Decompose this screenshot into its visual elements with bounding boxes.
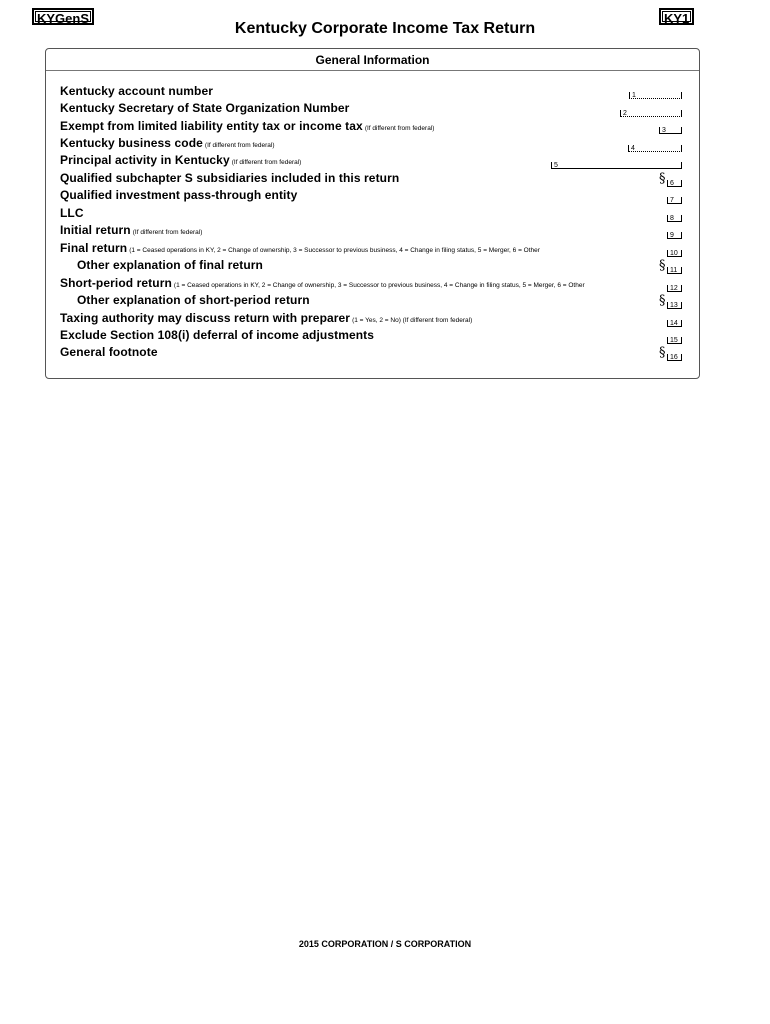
row-note: (1 = Yes, 2 = No) (If different from federal) xyxy=(352,317,473,324)
row-note: (1 = Ceased operations in KY, 2 = Change of ownership, 3 = Successor to previous business, 4 = Change in filing status, 5 = Merger, 6 = Other xyxy=(129,247,540,254)
section-divider xyxy=(46,70,699,71)
field-15[interactable]: 15 xyxy=(667,337,682,344)
row-label: Kentucky Secretary of State Organization Number xyxy=(60,101,350,115)
row-label: Kentucky account number xyxy=(60,84,213,98)
footnote-section-icon[interactable]: § xyxy=(659,171,666,186)
row-label: Exclude Section 108(i) deferral of income adjustments xyxy=(60,328,375,342)
field-7[interactable]: 7 xyxy=(667,197,682,204)
field-6[interactable]: 6 xyxy=(667,180,682,187)
field-16[interactable]: 16 xyxy=(667,354,682,361)
field-13[interactable]: 13 xyxy=(667,302,682,309)
row-label: Principal activity in Kentucky xyxy=(60,153,230,167)
field-9[interactable]: 9 xyxy=(667,232,682,239)
row-general-footnote xyxy=(60,345,160,359)
row-note: (If different from federal) xyxy=(132,229,203,236)
row-exclude-section-108i xyxy=(60,328,376,342)
row-label: Initial return xyxy=(60,223,131,237)
row-short-period-return xyxy=(60,276,585,290)
row-label: Qualified investment pass-through entity xyxy=(60,188,298,202)
row-qsub-subsidiaries xyxy=(60,171,401,185)
row-final-return-explanation xyxy=(77,258,265,272)
field-11[interactable]: 11 xyxy=(667,267,682,274)
row-sos-organization-number xyxy=(60,101,351,115)
field-2[interactable]: 2 xyxy=(620,110,682,117)
row-label: Other explanation of final return xyxy=(77,258,263,272)
row-label: LLC xyxy=(60,206,84,220)
row-label: Kentucky business code xyxy=(60,136,203,150)
row-label: Other explanation of short-period return xyxy=(77,293,310,307)
row-label: Qualified subchapter S subsidiaries included in this return xyxy=(60,171,400,185)
row-label: Final return xyxy=(60,241,128,255)
row-label: General footnote xyxy=(60,345,158,359)
field-8[interactable]: 8 xyxy=(667,215,682,222)
row-qualified-investment-entity xyxy=(60,188,299,202)
row-note: (1 = Ceased operations in KY, 2 = Change of ownership, 3 = Successor to previous business, 4 = Change in filing status, 5 = Merger, 6 = Other xyxy=(173,282,585,289)
row-label: Short-period return xyxy=(60,276,172,290)
field-4[interactable]: 4 xyxy=(628,145,682,152)
page-title: Kentucky Corporate Income Tax Return xyxy=(234,20,536,37)
field-3[interactable]: 3 xyxy=(659,127,682,134)
row-discuss-with-preparer xyxy=(60,311,472,325)
footnote-section-icon[interactable]: § xyxy=(659,293,666,308)
section-title: General Information xyxy=(315,53,430,67)
row-initial-return xyxy=(60,223,202,237)
row-llc xyxy=(60,206,86,220)
footnote-section-icon[interactable]: § xyxy=(659,345,666,360)
row-label: Taxing authority may discuss return with preparer xyxy=(60,311,351,325)
field-1[interactable]: 1 xyxy=(629,92,682,99)
row-principal-activity xyxy=(60,153,301,167)
form-code-tag: KYGenS xyxy=(32,8,94,25)
field-12[interactable]: 12 xyxy=(667,285,682,292)
row-final-return xyxy=(60,241,540,255)
row-label: Exempt from limited liability entity tax or income tax xyxy=(60,119,363,133)
field-14[interactable]: 14 xyxy=(667,320,682,327)
state-code-tag: KY1 xyxy=(659,8,694,25)
footnote-section-icon[interactable]: § xyxy=(659,258,666,273)
row-exempt-lle-tax xyxy=(60,119,434,133)
field-5[interactable]: 5 xyxy=(551,162,682,169)
form-footer: 2015 CORPORATION / S CORPORATION xyxy=(298,939,472,949)
row-short-period-explanation xyxy=(77,293,312,307)
field-10[interactable]: 10 xyxy=(667,250,682,257)
row-kentucky-account-number xyxy=(60,84,215,98)
row-kentucky-business-code xyxy=(60,136,275,150)
row-note: (If different from federal) xyxy=(364,125,435,132)
row-note: (If different from federal) xyxy=(204,142,275,149)
row-note: (If different from federal) xyxy=(231,159,302,166)
